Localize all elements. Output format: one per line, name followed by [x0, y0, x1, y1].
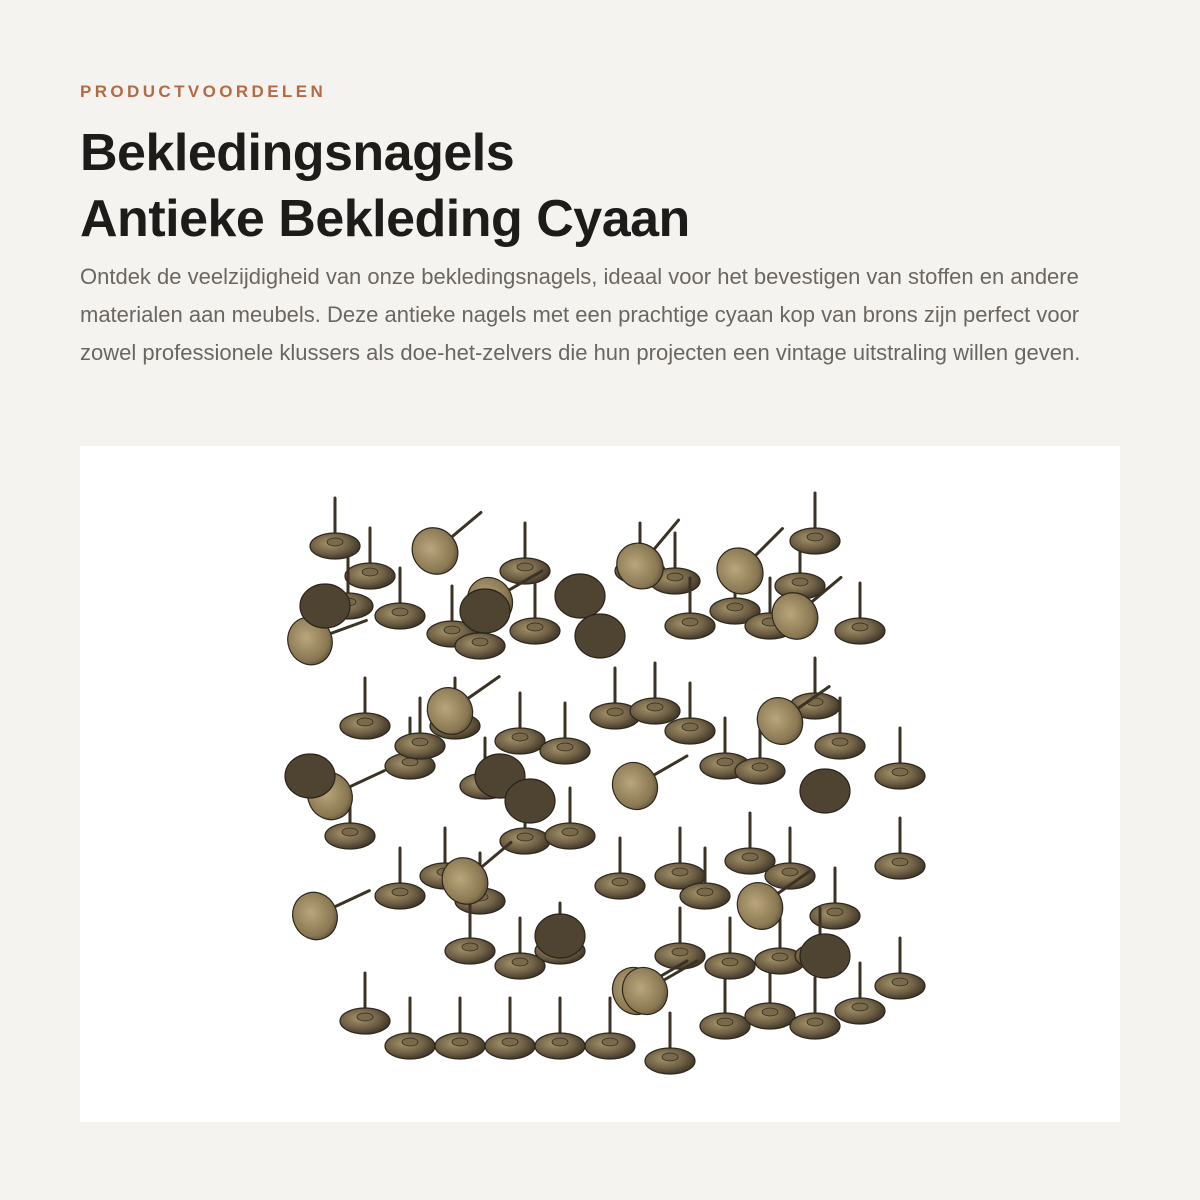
- nail: [340, 678, 390, 739]
- nail: [875, 938, 925, 999]
- nail: [630, 663, 680, 724]
- nail: [403, 512, 481, 583]
- nail: [575, 614, 625, 658]
- page-title: [80, 120, 690, 252]
- nail: [285, 754, 335, 798]
- nail: [835, 583, 885, 644]
- title-line-2: Antieke Bekleding Cyaan: [80, 190, 690, 248]
- nail: [790, 493, 840, 554]
- nail: [435, 998, 485, 1059]
- nail: [460, 589, 510, 633]
- nail: [595, 838, 645, 899]
- nail: [800, 769, 850, 813]
- nail: [510, 583, 560, 644]
- nail: [725, 813, 775, 874]
- product-image: [80, 446, 1120, 1122]
- nail: [385, 998, 435, 1059]
- nail: [800, 934, 850, 978]
- nail: [285, 885, 369, 947]
- nail: [655, 828, 705, 889]
- nail: [705, 918, 755, 979]
- nail: [875, 818, 925, 879]
- nail: [310, 498, 360, 559]
- nail: [340, 973, 390, 1034]
- nail: [535, 914, 585, 958]
- nail: [810, 868, 860, 929]
- product-description: Ontdek de veelzijdigheid van onze bekledingsnagels, ideaal voor het bevestigen van stoffen en andere materialen aan meubels. Deze antieke nagels met een prachtige cyaan kop van brons zijn perfect voor zowel professionele klussers als doe-het-zelvers die hun projecten een vintage uitstraling willen geven.: [80, 264, 1081, 365]
- nail: [500, 523, 550, 584]
- nail: [540, 703, 590, 764]
- eyebrow-label: PRODUCTVOORDELEN: [80, 82, 327, 101]
- nail: [375, 848, 425, 909]
- nail: [745, 968, 795, 1029]
- nail: [604, 754, 687, 818]
- nail: [875, 728, 925, 789]
- nails-illustration: [80, 446, 1120, 1122]
- nail: [505, 779, 555, 823]
- nail: [300, 584, 350, 628]
- nail: [555, 574, 605, 618]
- nail: [700, 978, 750, 1039]
- nail: [485, 998, 535, 1059]
- nail: [418, 677, 499, 744]
- nail: [535, 998, 585, 1059]
- nail: [790, 978, 840, 1039]
- nail: [645, 1013, 695, 1074]
- nail: [495, 693, 545, 754]
- title-line-1: Bekledingsnagels: [80, 124, 515, 182]
- nail: [590, 668, 640, 729]
